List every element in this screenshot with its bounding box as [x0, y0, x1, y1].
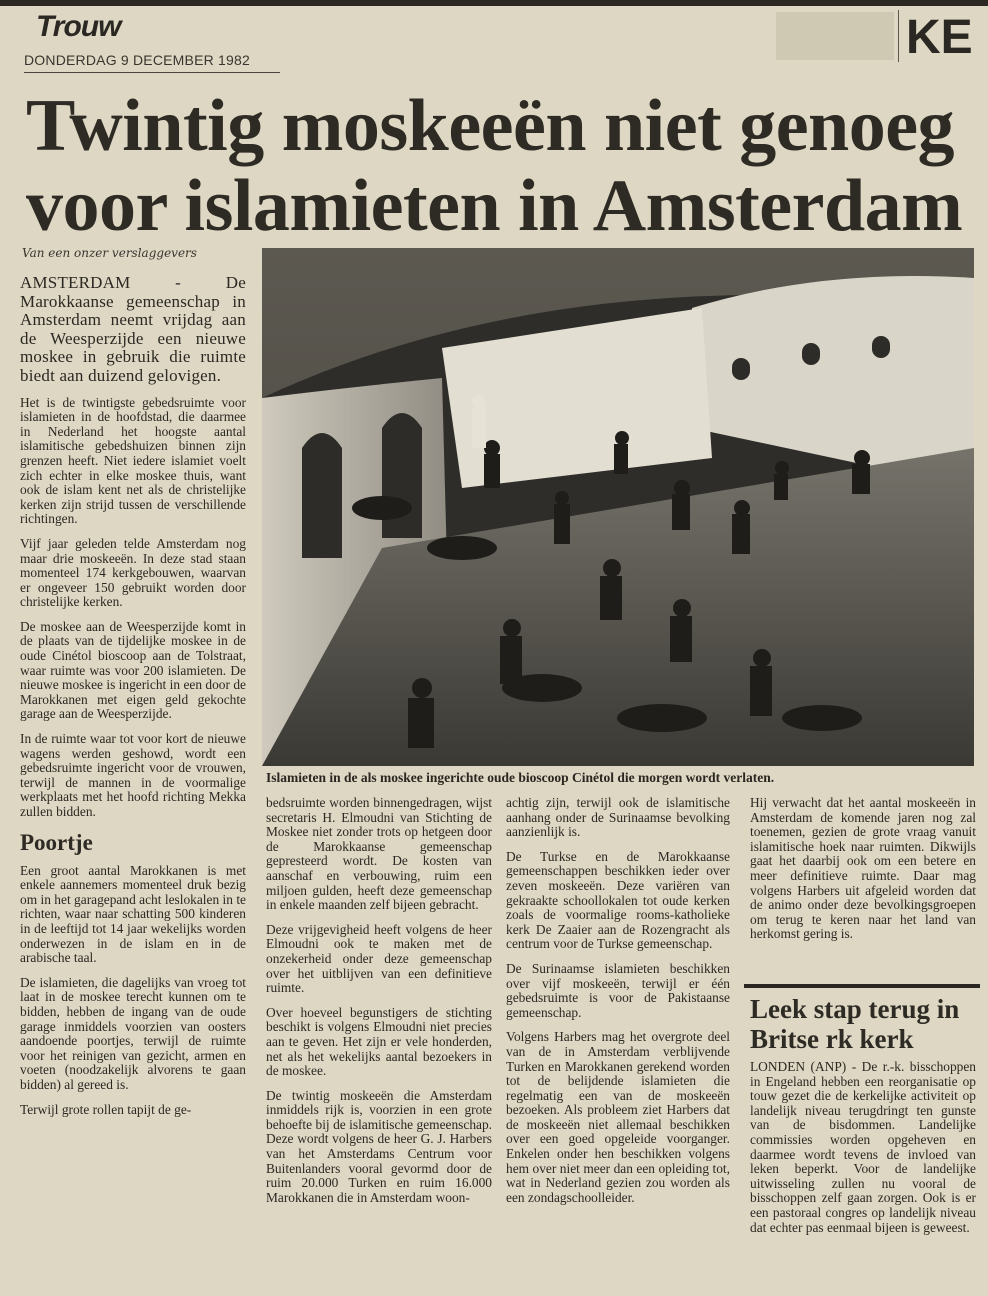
article-column-1: [20, 274, 246, 1127]
byline: Van een onzer verslaggevers: [22, 246, 197, 260]
headline-line-2: voor islamieten in Amsterdam: [26, 165, 963, 247]
subheading: Poortje: [20, 829, 93, 855]
mosque-photo: [262, 248, 974, 766]
article-column-4: [750, 796, 976, 952]
article-paragraph: achtig zijn, terwijl ook de islamitische aanhang onder de Surinaamse bevolking aanzienlijk is.: [506, 795, 730, 840]
adjacent-page-header: KE: [906, 11, 973, 64]
article-paragraph: bedsruimte worden binnengedragen, wijst secretaris H. Elmoudni van Stichting de Moskee niet zonder trots op hetgeen door de Marokkaanse gemeenschap gepresteerd wordt. De kosten van aanschaf en verbouwing, ruim een miljoen gulden, heeft deze gemeenschap in enkele maanden zelf bijeen gebracht.: [266, 795, 492, 913]
article-column-3: [506, 796, 730, 1215]
dateline: DONDERDAG 9 DECEMBER 1982: [24, 52, 250, 68]
article-column-2: [266, 796, 492, 1215]
article-paragraph: Vijf jaar geleden telde Amsterdam nog maar drie moskeeën. In deze stad staan momenteel 174 kerkgebouwen, waarvan er ongeveer 150 gebruikt worden door christelijke kerken.: [20, 535, 246, 610]
article-paragraph: De twintig moskeeën die Amsterdam inmiddels rijk is, voorzien in een grote behoefte bij de islamitische gemeenschap. Deze wordt volgens de heer G. J. Harbers van het Amsterdams Centrum voor Buitenlanders vooral gevormd door de ruim 20.000 Turken en ruim 16.000 Marokkanen die in Amsterdam woon-: [266, 1087, 492, 1205]
top-rule: [0, 0, 988, 6]
article-paragraph: De moskee aan de Weesperzijde komt in de plaats van de tijdelijke moskee in de oude Cinétol bioscoop aan de Tolstraat, waar ruimte was voor 200 islamieten. De nieuwe moskee is ingericht in een door de Marokkanen met eigen geld gekochte garage aan de Weesperzijde.: [20, 618, 246, 722]
header-divider: [898, 10, 899, 62]
adjacent-header-graphic: [776, 12, 894, 60]
newspaper-masthead: Trouw: [36, 10, 121, 43]
photo-caption: Islamieten in de als moskee ingerichte oude bioscoop Cinétol die morgen wordt verlaten.: [266, 770, 775, 785]
article-paragraph: De Turkse en de Marokkaanse gemeenschappen beschikken ieder over zeven moskeeën. Deze variëren van gekraakte schoollokalen tot oude kerken zoals de voormalige rooms-katholieke kerk De Zaaier aan de Rozengracht als centrum voor de Turkse gemeenschap.: [506, 848, 730, 952]
article-paragraph: In de ruimte waar tot voor kort de nieuwe wagens werden geshowd, wordt een gebedsruimte ingericht voor de vrouwen, terwijl de mannen in de voormalige werkplaats met het hoofd richting Mekka zullen bidden.: [20, 731, 246, 819]
sidebar-headline: Leek stap terug in Britse rk kerk: [750, 994, 960, 1054]
dateline-rule: [24, 72, 280, 73]
article-paragraph: De islamieten, die dagelijks van vroeg tot laat in de moskee terecht kunnen om te bidden, hebben de ingang van de oude garage inmiddels voorzien van oosters aandoende poortjes, terwijl de ruimte voor het reinigen van gezicht, armen en voeten (noodzakelijk alvorens te gaan bidden) al gereed is.: [20, 974, 246, 1092]
article-paragraph: Terwijl grote rollen tapijt de ge-: [20, 1101, 192, 1117]
article-paragraph: Deze vrijgevigheid heeft volgens de heer Elmoudni ook te maken met de onzekerheid onder deze gemeenschap over het uitblijven van een definitieve ruimte.: [266, 921, 492, 996]
headline-line-1: Twintig moskeeën niet genoeg: [26, 85, 955, 167]
mosque-interior-illustration: [262, 248, 974, 766]
article-paragraph: Volgens Harbers mag het overgrote deel van de in Amsterdam verblijvende Turken en Marokkanen gerekend worden tot de belijdende islamieten die regelmatig een van de moskeeën bezoeken. Als probleem ziet Harbers dat de moskeeën niet allemaal beschikken over een goed opgeleide voorganger. Enkelen onder hen beschikken volgens hem over niet meer dan een opleiding tot, wat in Nederland gezien zou worden als een zondagschoolleider.: [506, 1029, 730, 1205]
sidebar-article: [750, 994, 976, 1235]
lead-paragraph: AMSTERDAM - De Marokkaanse gemeenschap in Amsterdam neemt vrijdag aan de Weesperzijde een nieuwe moskee in gebruik die ruimte biedt aan duizend gelovigen.: [20, 273, 246, 385]
article-paragraph: Het is de twintigste gebedsruimte voor islamieten in de hoofdstad, die daarmee in Nederland het hoogste aantal islamitische gebedshuizen binnen zijn grenzen heeft. Niet iedere islamiet voelt zich echter in elke moskee thuis, want ook de islam kent net als de christelijke kerken zijn strijd tussen de verschillende richtingen.: [20, 394, 246, 527]
article-paragraph: Hij verwacht dat het aantal moskeeën in Amsterdam de komende jaren nog zal toenemen, gezien de grote vraag vanuit islamitische hoek naar ruimten. Dikwijls gaat het daarbij ook om een betere en meer definitieve ruimte. Daar mag volgens Harbers uit afgeleid worden dat de animo onder deze bevolkingsgroepen om terug te keren naar het land van herkomst gering is.: [750, 795, 976, 942]
article-paragraph: Een groot aantal Marokkanen is met enkele aannemers momenteel druk bezig om in het garagepand acht leslokalen in te richten, waar naar schatting 500 kinderen in de leeftijd tot 14 jaar wekelijks worden onderwezen in de islam en in de arabische taal.: [20, 862, 246, 966]
sidebar-rule: [744, 984, 980, 988]
article-paragraph: Over hoeveel begunstigers de stichting beschikt is volgens Elmoudni niet precies aan te geven. Het zijn er vele honderden, net als het wekelijks aantal bezoekers in de moskee.: [266, 1004, 492, 1079]
article-paragraph: De Surinaamse islamieten beschikken over vijf moskeeën, terwijl er één gebedsruimte is voor de Pakistaanse gemeenschap.: [506, 960, 730, 1020]
sidebar-text: LONDEN (ANP) - De r.-k. bisschoppen in Engeland hebben een reorganisatie op touw gezet die de kerkelijke activiteit op landelijk niveau terugdringt ten gunste van de bisdommen. Landelijke commissies worden opgeheven en daarmee wordt tevens de invloed van leken beperkt. Voor de landelijke uitwisseling zullen nu vooral de bisschoppen zelf gaan zorgen. Ook is er een pastoraal congres op landelijk niveau dat echter pas eenmaal bijeen is geweest.: [750, 1059, 976, 1235]
